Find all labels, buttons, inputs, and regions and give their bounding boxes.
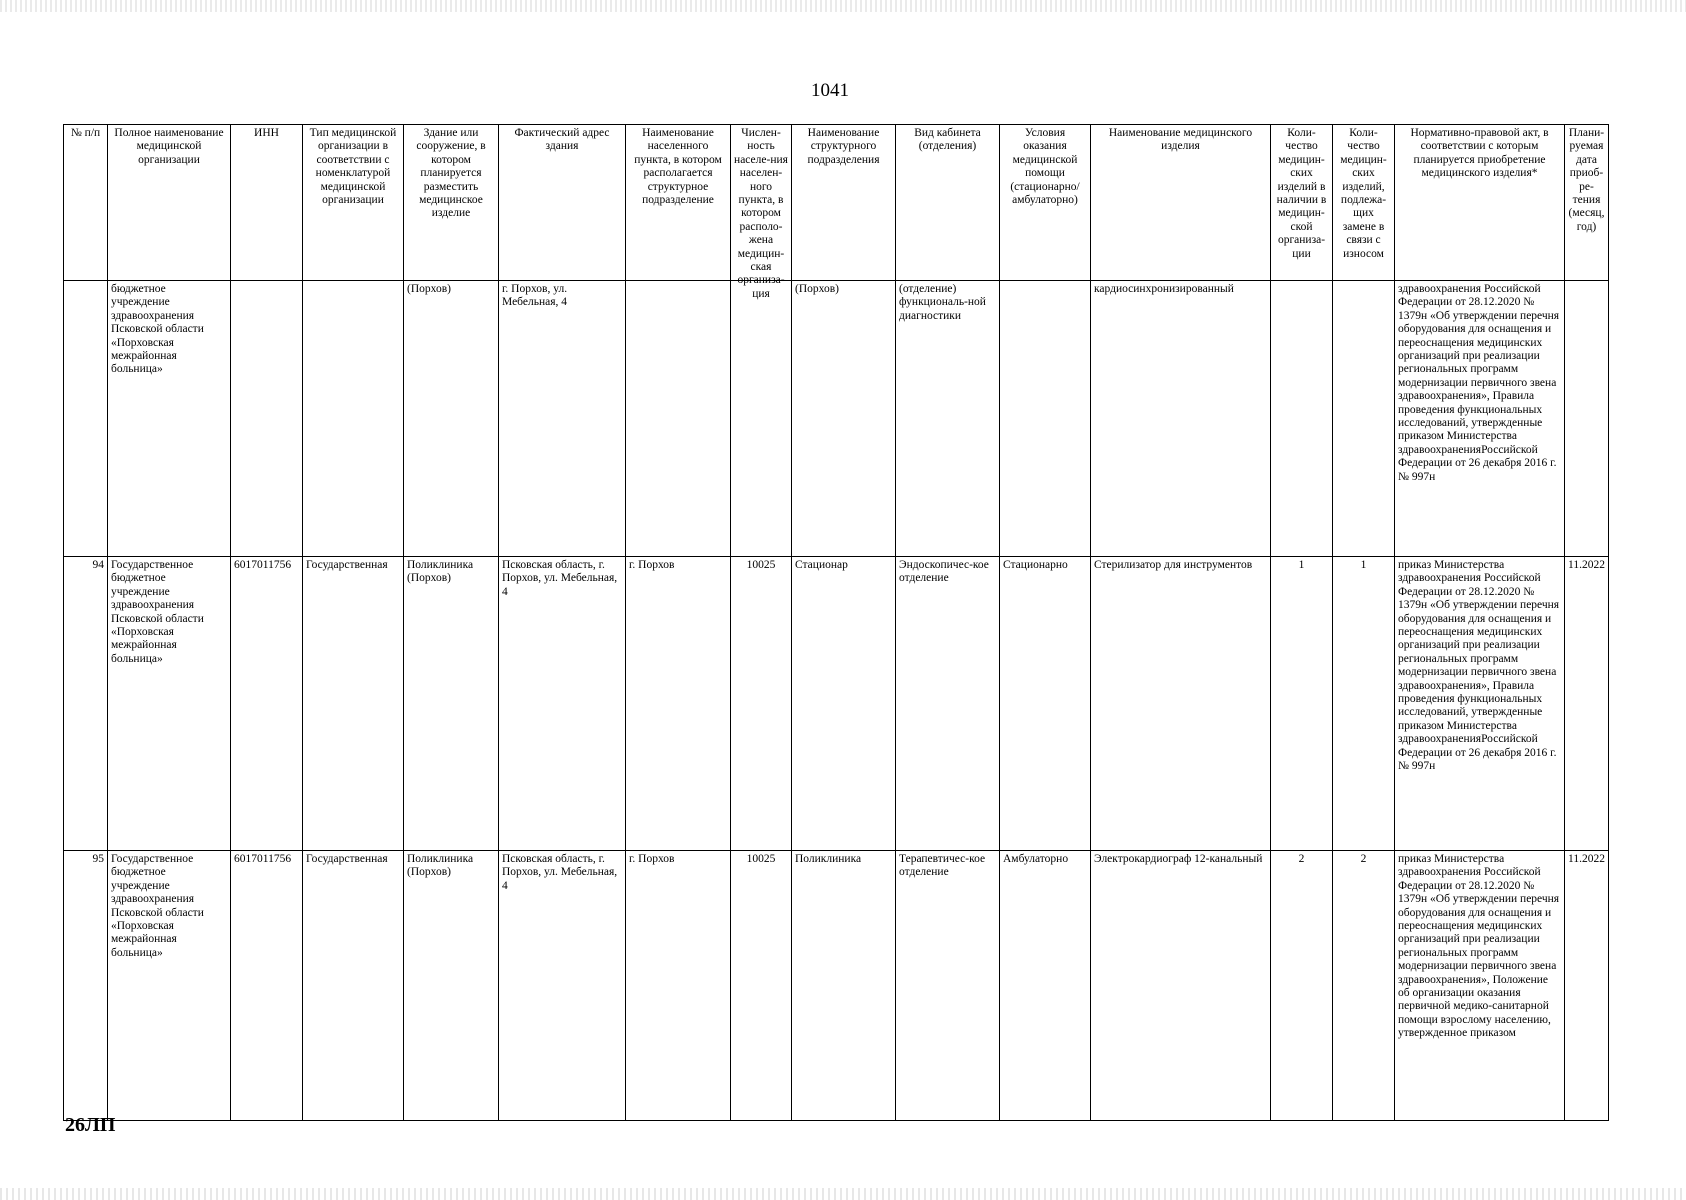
cell-settlement — [626, 281, 731, 557]
cell-conditions — [1000, 281, 1091, 557]
cell-inn: 6017011756 — [231, 851, 303, 1121]
cell-building: Поликлиника (Порхов) — [404, 851, 499, 1121]
cell-qty-have — [1271, 281, 1333, 557]
cell-org: Государственное бюджетное учреждение здравоохранения Псковской области «Порховская межрайонная больница» — [108, 557, 231, 851]
header-address: Фактический адрес здания — [499, 125, 626, 281]
header-device: Наименование медицинского изделия — [1091, 125, 1271, 281]
cell-division: Поликлиника — [792, 851, 896, 1121]
header-legal: Нормативно-правовой акт, в соответствии с которым планируется приобретение медицинского изделия* — [1395, 125, 1565, 281]
cell-cabinet: (отделение) функциональ-ной диагностики — [896, 281, 1000, 557]
cell-qty-have: 2 — [1271, 851, 1333, 1121]
header-settlement: Наименование населенного пункта, в котором располагается структурное подразделение — [626, 125, 731, 281]
equipment-table — [63, 124, 1609, 1121]
cell-cabinet: Терапевтичес-кое отделение — [896, 851, 1000, 1121]
table-row — [64, 557, 1609, 851]
header-type: Тип медицинской организации в соответствии с номенклатурой медицинской организации — [303, 125, 404, 281]
cell-division: Стационар — [792, 557, 896, 851]
cell-settlement: г. Порхов — [626, 557, 731, 851]
header-num: № п/п — [64, 125, 108, 281]
cell-settlement: г. Порхов — [626, 851, 731, 1121]
cell-num: 95 — [64, 851, 108, 1121]
header-conditions: Условия оказания медицинской помощи (стационарно/ амбулаторно) — [1000, 125, 1091, 281]
cell-date — [1565, 281, 1609, 557]
cell-inn — [231, 281, 303, 557]
cell-date: 11.2022 — [1565, 851, 1609, 1121]
cell-device: Электрокардиограф 12-канальный — [1091, 851, 1271, 1121]
cell-population: 10025 — [731, 851, 792, 1121]
cell-address: Псковская область, г. Порхов, ул. Мебельная, 4 — [499, 557, 626, 851]
header-qty-replace: Коли-чество медицин-ских изделий, подлежа-щих замене в связи с износом — [1333, 125, 1395, 281]
header-qty-have: Коли-чество медицин-ских изделий в наличии в медицин-ской организа-ции — [1271, 125, 1333, 281]
cell-building: (Порхов) — [404, 281, 499, 557]
cell-qty-replace: 2 — [1333, 851, 1395, 1121]
table-row — [64, 281, 1609, 557]
cell-qty-replace: 1 — [1333, 557, 1395, 851]
scan-edge-bottom — [0, 1188, 1686, 1200]
cell-num — [64, 281, 108, 557]
table-header-row — [64, 125, 1609, 281]
cell-legal: приказ Министерства здравоохранения Российской Федерации от 28.12.2020 № 1379н «Об утверждении перечня оборудования для оснащения и переоснащения медицинских организаций при реализации региональных программ модернизации первичного звена здравоохранения», Положение об организации оказания первичной медико-санитарной помощи взрослому населению, утвержденное приказом — [1395, 851, 1565, 1121]
cell-population: 10025 — [731, 557, 792, 851]
cell-division: (Порхов) — [792, 281, 896, 557]
cell-device: Стерилизатор для инструментов — [1091, 557, 1271, 851]
cell-conditions: Амбулаторно — [1000, 851, 1091, 1121]
page-number: 1041 — [811, 80, 849, 101]
header-division: Наименование структурного подразделения — [792, 125, 896, 281]
cell-type — [303, 281, 404, 557]
header-inn: ИНН — [231, 125, 303, 281]
cell-inn: 6017011756 — [231, 557, 303, 851]
header-org: Полное наименование медицинской организации — [108, 125, 231, 281]
cell-address: г. Порхов, ул. Мебельная, 4 — [499, 281, 626, 557]
footer-code: 26ЛП — [65, 1114, 116, 1136]
cell-date: 11.2022 — [1565, 557, 1609, 851]
cell-num: 94 — [64, 557, 108, 851]
header-building: Здание или сооружение, в котором планируется разместить медицинское изделие — [404, 125, 499, 281]
cell-address: Псковская область, г. Порхов, ул. Мебельная, 4 — [499, 851, 626, 1121]
cell-population — [731, 281, 792, 557]
cell-org: Государственное бюджетное учреждение здравоохранения Псковской области «Порховская межрайонная больница» — [108, 851, 231, 1121]
cell-org: бюджетное учреждение здравоохранения Псковской области «Порховская межрайонная больница» — [108, 281, 231, 557]
cell-conditions: Стационарно — [1000, 557, 1091, 851]
header-cabinet: Вид кабинета (отделения) — [896, 125, 1000, 281]
cell-type: Государственная — [303, 851, 404, 1121]
table-row — [64, 851, 1609, 1121]
cell-building: Поликлиника (Порхов) — [404, 557, 499, 851]
cell-legal: приказ Министерства здравоохранения Российской Федерации от 28.12.2020 № 1379н «Об утверждении перечня оборудования для оснащения и переоснащения медицинских организаций при реализации региональных программ модернизации первичного звена здравоохранения», Правила проведения функциональных исследований, утвержденные приказом Министерства здравоохраненияРоссийской Федерации от 26 декабря 2016 г. № 997н — [1395, 557, 1565, 851]
cell-type: Государственная — [303, 557, 404, 851]
cell-device: кардиосинхронизированный — [1091, 281, 1271, 557]
header-date: Плани-руемая дата приоб-ре-тения (месяц, год) — [1565, 125, 1609, 281]
cell-cabinet: Эндоскопичес-кое отделение — [896, 557, 1000, 851]
cell-qty-replace — [1333, 281, 1395, 557]
cell-qty-have: 1 — [1271, 557, 1333, 851]
cell-legal: здравоохранения Российской Федерации от 28.12.2020 № 1379н «Об утверждении перечня оборудования для оснащения и переоснащения медицинских организаций при реализации региональных программ модернизации первичного звена здравоохранения», Правила проведения функциональных исследований, утвержденные приказом Министерства здравоохраненияРоссийской Федерации от 26 декабря 2016 г. № 997н — [1395, 281, 1565, 557]
scan-edge-top — [0, 0, 1686, 12]
header-population: Числен-ность населе-ния населен-ного пункта, в котором располо-жена медицин-ская организа-ция — [731, 125, 792, 281]
